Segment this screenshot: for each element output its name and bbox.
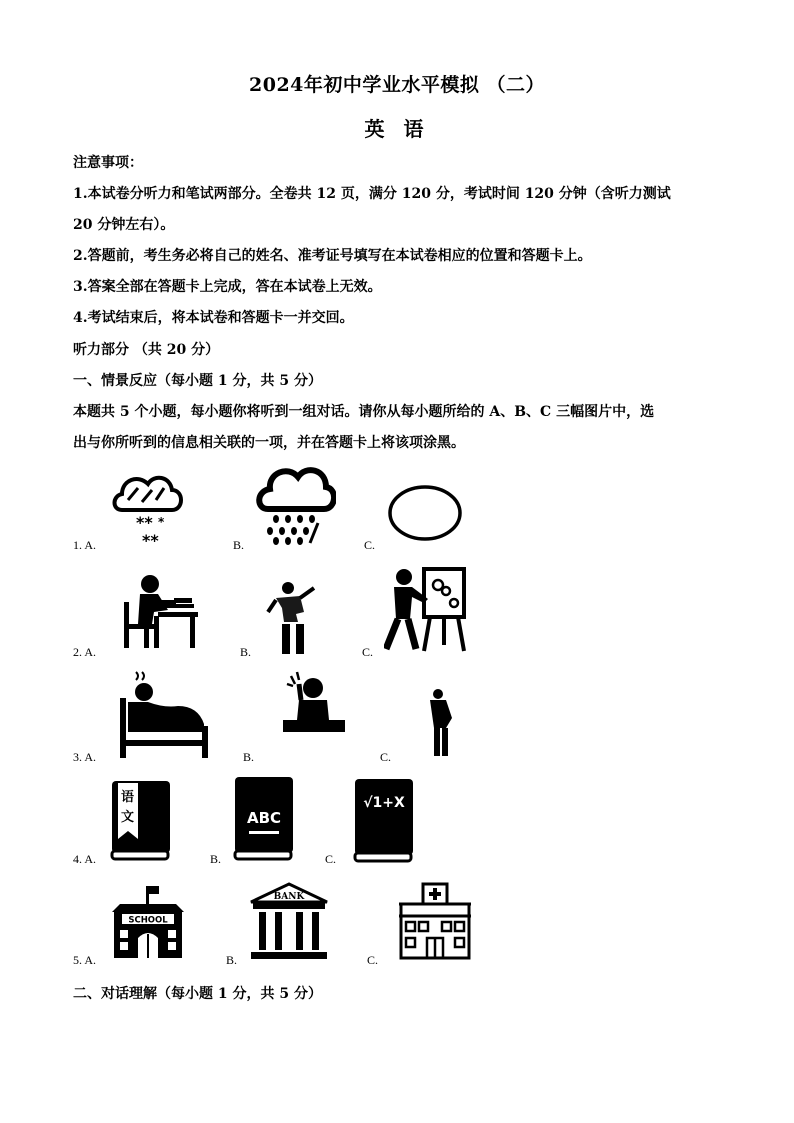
q5-label-c: C. (367, 953, 379, 967)
math-label: √1+X (363, 795, 405, 811)
school-building-icon (110, 884, 186, 960)
note-item-1: 1.本试卷分听力和笔试两部分。全卷共 12 页，满分 120 分，考试时间 120 分钟（含听力测试 (73, 186, 671, 202)
svg-text:**: ** (142, 531, 159, 548)
note-item-2: 2.答题前，考生务必将自己的姓名、准考证号填写在本试卷相应的位置和答题卡上。 (73, 248, 592, 264)
q5-label-b: B. (226, 953, 238, 967)
stomachache-person-icon (426, 688, 458, 758)
q1-label-b: B. (233, 538, 245, 552)
section-1-heading: 一、情景反应（每小题 1 分，共 5 分） (73, 373, 322, 389)
section-1-instruction-2: 出与你所听到的信息相关联的一项，并在答题卡上将该项涂黑。 (73, 435, 465, 451)
q1-label-c: C. (364, 538, 376, 552)
listening-heading: 听力部分 （共 20 分） (73, 342, 220, 358)
book-char-2: 文 (121, 810, 135, 825)
rain-cloud-icon (256, 461, 336, 545)
abc-label: ABC (246, 809, 282, 827)
chinese-book-icon (108, 779, 172, 861)
q4-label-a: 4. A. (73, 852, 97, 866)
svg-text:*: * (158, 515, 165, 529)
circle-icon (387, 484, 463, 542)
q3-label-a: 3. A. (73, 750, 97, 764)
book-char-1: 语 (121, 790, 135, 805)
dancing-person-icon (266, 578, 322, 656)
note-item-4: 4.考试结束后，将本试卷和答题卡一并交回。 (73, 310, 354, 326)
notes-heading: 注意事项： (73, 155, 143, 171)
svg-text:**: ** (136, 513, 153, 532)
note-item-1-cont: 20 分钟左右）。 (73, 217, 175, 233)
q2-label-a: 2. A. (73, 645, 97, 659)
sick-in-bed-icon (118, 668, 210, 760)
section-2-heading: 二、对话理解（每小题 1 分，共 5 分） (73, 986, 322, 1002)
q4-label-b: B. (210, 852, 222, 866)
q1-label-a: 1. A. (73, 538, 97, 552)
hospital-building-icon (397, 882, 473, 960)
headache-person-icon (283, 670, 345, 734)
snow-cloud-icon (108, 466, 186, 548)
q2-label-c: C. (362, 645, 374, 659)
exam-title: 2024年初中学业水平模拟 （二） (249, 74, 545, 96)
q4-label-c: C. (325, 852, 337, 866)
q3-label-b: B. (243, 750, 255, 764)
q2-label-b: B. (240, 645, 252, 659)
bank-building-icon (249, 882, 329, 960)
note-item-3: 3.答案全部在答题卡上完成，答在本试卷上无效。 (73, 279, 382, 295)
bank-sign: BANK (273, 892, 305, 902)
english-book-icon (233, 775, 295, 861)
q5-label-a: 5. A. (73, 953, 97, 967)
section-1-instruction-1: 本题共 5 个小题，每小题你将听到一组对话。请你从每小题所给的 A、B、C 三幅图片中，选 (73, 404, 655, 420)
q3-label-c: C. (380, 750, 392, 764)
school-sign: SCHOOL (128, 915, 168, 926)
painting-person-icon (384, 565, 468, 653)
reading-person-icon (118, 572, 198, 648)
math-book-icon (353, 777, 415, 863)
subject-title: 英 语 (364, 117, 430, 141)
